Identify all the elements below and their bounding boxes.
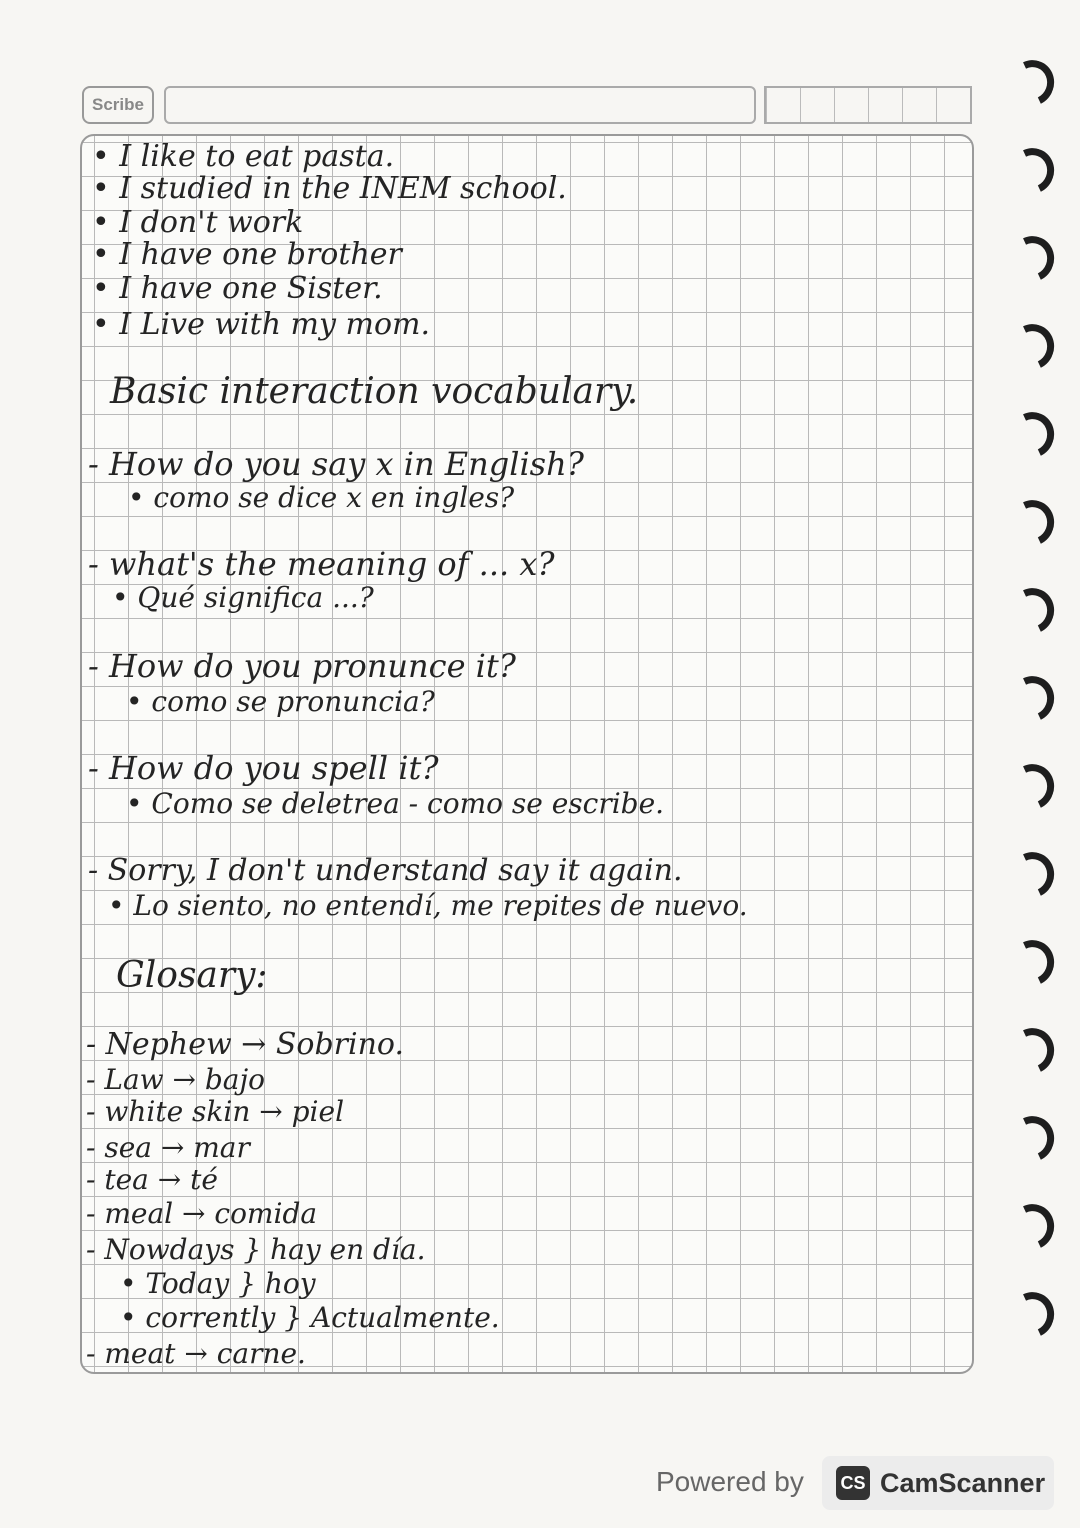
camscanner-badge	[822, 1456, 1054, 1510]
binding-ring-icon	[1003, 1110, 1060, 1168]
binding-ring-icon	[1003, 406, 1060, 464]
glossary-item: - Nowdays } hay en día.	[86, 1233, 426, 1266]
glossary-item: • corrently } Actualmente.	[120, 1301, 500, 1334]
glossary-item: - meal → comida	[86, 1197, 318, 1230]
binding-ring-icon	[1003, 670, 1060, 728]
note-line: • I have one Sister.	[92, 271, 383, 306]
section-heading: Glosary:	[116, 955, 268, 996]
binding-ring-icon	[1003, 1022, 1060, 1080]
binding-ring-icon	[1003, 1286, 1060, 1344]
note-line: • I Live with my mom.	[92, 307, 430, 342]
camscanner-watermark	[656, 1456, 1056, 1512]
binding-ring-icon	[1003, 582, 1060, 640]
binding-ring-icon	[1003, 318, 1060, 376]
phrase-spanish: • como se pronuncia?	[126, 685, 435, 718]
header-date-cells	[764, 86, 972, 124]
binding-ring-icon	[1003, 1198, 1060, 1256]
glossary-item: - Nephew → Sobrino.	[86, 1027, 404, 1062]
phrase-spanish: • como se dice x en ingles?	[128, 481, 515, 514]
note-line: • I don't work	[92, 205, 304, 240]
phrase-english: - How do you spell it?	[88, 749, 439, 787]
scribe-logo: Scribe	[82, 86, 154, 124]
spiral-binding	[1000, 60, 1080, 1360]
phrase-english: - what's the meaning of ... x?	[88, 545, 555, 583]
phrase-english: - Sorry, I don't understand say it again.	[88, 853, 683, 888]
header-title-box	[164, 86, 756, 124]
binding-ring-icon	[1003, 846, 1060, 904]
binding-ring-icon	[1003, 758, 1060, 816]
glossary-item: • Today } hoy	[120, 1267, 316, 1300]
phrase-english: - How do you pronunce it?	[88, 647, 516, 685]
phrase-spanish: • Qué significa ...?	[112, 581, 374, 614]
powered-by-label: Powered by	[656, 1466, 804, 1497]
binding-ring-icon	[1003, 934, 1060, 992]
glossary-item: - Law → bajo	[86, 1063, 266, 1096]
glossary-item: - sea → mar	[86, 1131, 250, 1164]
phrase-english: - How do you say x in English?	[88, 445, 584, 483]
phrase-spanish: • Como se deletrea - como se escribe.	[126, 787, 665, 820]
camscanner-logo-icon: CS	[836, 1466, 870, 1500]
note-line: • I have one brother	[92, 237, 402, 272]
note-line: • I studied in the INEM school.	[92, 171, 567, 206]
section-heading: Basic interaction vocabulary.	[110, 371, 639, 412]
binding-ring-icon	[1003, 230, 1060, 288]
note-line: • I like to eat pasta.	[92, 139, 395, 174]
glossary-item: - white skin → piel	[86, 1095, 345, 1128]
binding-ring-icon	[1003, 494, 1060, 552]
binding-ring-icon	[1003, 142, 1060, 200]
binding-ring-icon	[1003, 54, 1060, 112]
phrase-spanish: • Lo siento, no entendí, me repites de nuevo.	[108, 889, 748, 922]
glossary-item: - tea → té	[86, 1163, 218, 1196]
glossary-item: - meat → carne.	[86, 1337, 306, 1370]
camscanner-name: CamScanner	[880, 1468, 1046, 1498]
